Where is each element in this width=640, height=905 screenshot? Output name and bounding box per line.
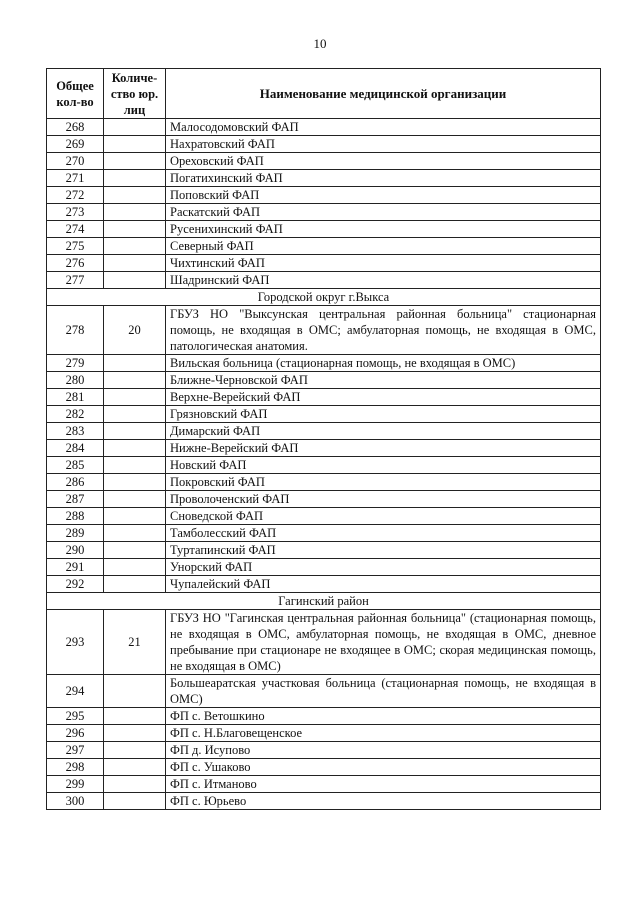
table-row xyxy=(47,675,601,708)
row-legal-entities-count xyxy=(104,675,166,708)
row-organization-name: Чихтинский ФАП xyxy=(166,255,601,272)
table-row xyxy=(47,725,601,742)
row-legal-entities-count xyxy=(104,525,166,542)
table-row xyxy=(47,389,601,406)
row-legal-entities-count xyxy=(104,474,166,491)
medical-organizations-table xyxy=(46,68,601,810)
row-organization-name: Проволоченский ФАП xyxy=(166,491,601,508)
row-legal-entities-count xyxy=(104,119,166,136)
section-header-row xyxy=(47,593,601,610)
row-number: 292 xyxy=(47,576,104,593)
row-organization-name: Ближне-Черновской ФАП xyxy=(166,372,601,389)
row-number: 297 xyxy=(47,742,104,759)
row-organization-name: Димарский ФАП xyxy=(166,423,601,440)
row-number: 269 xyxy=(47,136,104,153)
row-number: 272 xyxy=(47,187,104,204)
table-row xyxy=(47,742,601,759)
row-organization-name: Нахратовский ФАП xyxy=(166,136,601,153)
table-row xyxy=(47,440,601,457)
row-organization-name: ГБУЗ НО "Выксунская центральная районная больница" стационарная помощь, не входящая в ОМС; амбулаторная помощь, не входящая в ОМС, патологическая анатомия. xyxy=(166,306,601,355)
row-organization-name: Туртапинский ФАП xyxy=(166,542,601,559)
table-row xyxy=(47,187,601,204)
table-row xyxy=(47,306,601,355)
row-organization-name: Шадринский ФАП xyxy=(166,272,601,289)
row-number: 279 xyxy=(47,355,104,372)
page-number: 10 xyxy=(313,36,327,51)
table-row xyxy=(47,776,601,793)
row-organization-name: Вильская больница (стационарная помощь, не входящая в ОМС) xyxy=(166,355,601,372)
row-legal-entities-count xyxy=(104,272,166,289)
row-number: 270 xyxy=(47,153,104,170)
row-number: 275 xyxy=(47,238,104,255)
table-row xyxy=(47,525,601,542)
row-legal-entities-count xyxy=(104,423,166,440)
row-legal-entities-count xyxy=(104,457,166,474)
row-legal-entities-count xyxy=(104,204,166,221)
table-row xyxy=(47,204,601,221)
row-number: 294 xyxy=(47,675,104,708)
row-organization-name: ФП с. Юрьево xyxy=(166,793,601,810)
section-title: Городской округ г.Выкса xyxy=(47,289,601,306)
row-legal-entities-count xyxy=(104,759,166,776)
row-organization-name: Нижне-Верейский ФАП xyxy=(166,440,601,457)
row-legal-entities-count xyxy=(104,725,166,742)
table-header-row xyxy=(47,69,601,119)
row-organization-name: ГБУЗ НО "Гагинская центральная районная больница" (стационарная помощь, не входящая в ОМС, амбулаторная помощь, не входящая в ОМС, дневное пребывание при стационаре не входящее в ОМС; скорая медицинская помощь, не входящая в ОМС) xyxy=(166,610,601,675)
row-legal-entities-count xyxy=(104,238,166,255)
section-header-row xyxy=(47,289,601,306)
row-organization-name: Чупалейский ФАП xyxy=(166,576,601,593)
header-total-count: Общее кол-во xyxy=(47,69,104,119)
row-number: 299 xyxy=(47,776,104,793)
row-number: 290 xyxy=(47,542,104,559)
row-organization-name: ФП д. Исупово xyxy=(166,742,601,759)
table-row xyxy=(47,221,601,238)
row-legal-entities-count xyxy=(104,389,166,406)
row-number: 293 xyxy=(47,610,104,675)
row-number: 289 xyxy=(47,525,104,542)
row-number: 274 xyxy=(47,221,104,238)
row-number: 300 xyxy=(47,793,104,810)
row-legal-entities-count xyxy=(104,559,166,576)
row-number: 268 xyxy=(47,119,104,136)
row-number: 282 xyxy=(47,406,104,423)
row-organization-name: Погатихинский ФАП xyxy=(166,170,601,187)
row-legal-entities-count xyxy=(104,153,166,170)
row-organization-name: Ореховский ФАП xyxy=(166,153,601,170)
row-legal-entities-count: 21 xyxy=(104,610,166,675)
table-row xyxy=(47,170,601,187)
row-number: 295 xyxy=(47,708,104,725)
row-organization-name: Грязновский ФАП xyxy=(166,406,601,423)
row-number: 273 xyxy=(47,204,104,221)
row-number: 283 xyxy=(47,423,104,440)
table-row xyxy=(47,508,601,525)
row-legal-entities-count xyxy=(104,255,166,272)
row-number: 276 xyxy=(47,255,104,272)
row-organization-name: Унорский ФАП xyxy=(166,559,601,576)
table-row xyxy=(47,406,601,423)
row-number: 278 xyxy=(47,306,104,355)
table-row xyxy=(47,136,601,153)
table-row xyxy=(47,542,601,559)
row-legal-entities-count xyxy=(104,542,166,559)
table-row xyxy=(47,355,601,372)
table-body xyxy=(47,119,601,810)
row-legal-entities-count xyxy=(104,742,166,759)
table-row xyxy=(47,491,601,508)
row-number: 285 xyxy=(47,457,104,474)
row-legal-entities-count xyxy=(104,576,166,593)
row-number: 286 xyxy=(47,474,104,491)
table-row xyxy=(47,238,601,255)
header-organization-name: Наименование медицинской организации xyxy=(166,69,601,119)
row-organization-name: Русенихинский ФАП xyxy=(166,221,601,238)
row-organization-name: Большеаратская участковая больница (стационарная помощь, не входящая в ОМС) xyxy=(166,675,601,708)
row-number: 287 xyxy=(47,491,104,508)
row-legal-entities-count xyxy=(104,406,166,423)
row-number: 288 xyxy=(47,508,104,525)
row-number: 296 xyxy=(47,725,104,742)
row-organization-name: ФП с. Ветошкино xyxy=(166,708,601,725)
row-legal-entities-count xyxy=(104,187,166,204)
row-number: 284 xyxy=(47,440,104,457)
row-number: 281 xyxy=(47,389,104,406)
row-number: 271 xyxy=(47,170,104,187)
row-organization-name: ФП с. Итманово xyxy=(166,776,601,793)
row-number: 291 xyxy=(47,559,104,576)
row-number: 298 xyxy=(47,759,104,776)
section-title: Гагинский район xyxy=(47,593,601,610)
row-organization-name: Поповский ФАП xyxy=(166,187,601,204)
table-row xyxy=(47,119,601,136)
table-row xyxy=(47,474,601,491)
row-legal-entities-count xyxy=(104,221,166,238)
row-legal-entities-count xyxy=(104,372,166,389)
row-organization-name: Сноведской ФАП xyxy=(166,508,601,525)
table-row xyxy=(47,576,601,593)
row-legal-entities-count xyxy=(104,776,166,793)
table-row xyxy=(47,457,601,474)
row-legal-entities-count xyxy=(104,793,166,810)
row-legal-entities-count xyxy=(104,508,166,525)
row-legal-entities-count xyxy=(104,440,166,457)
table-row xyxy=(47,423,601,440)
table-row xyxy=(47,559,601,576)
row-organization-name: ФП с. Н.Благовещенское xyxy=(166,725,601,742)
table-row xyxy=(47,272,601,289)
row-legal-entities-count xyxy=(104,355,166,372)
row-legal-entities-count xyxy=(104,708,166,725)
table-row xyxy=(47,610,601,675)
table-row xyxy=(47,759,601,776)
row-organization-name: Новский ФАП xyxy=(166,457,601,474)
row-organization-name: Северный ФАП xyxy=(166,238,601,255)
table-row xyxy=(47,708,601,725)
row-organization-name: Тамболесский ФАП xyxy=(166,525,601,542)
row-legal-entities-count xyxy=(104,170,166,187)
row-legal-entities-count: 20 xyxy=(104,306,166,355)
row-organization-name: Покровский ФАП xyxy=(166,474,601,491)
row-number: 280 xyxy=(47,372,104,389)
header-legal-entities-count: Количе-ство юр. лиц xyxy=(104,69,166,119)
table-row xyxy=(47,153,601,170)
row-organization-name: Малосодомовский ФАП xyxy=(166,119,601,136)
row-organization-name: Раскатский ФАП xyxy=(166,204,601,221)
row-number: 277 xyxy=(47,272,104,289)
row-organization-name: Верхне-Верейский ФАП xyxy=(166,389,601,406)
table-row xyxy=(47,255,601,272)
row-legal-entities-count xyxy=(104,491,166,508)
table-row xyxy=(47,793,601,810)
row-legal-entities-count xyxy=(104,136,166,153)
table-row xyxy=(47,372,601,389)
row-organization-name: ФП с. Ушаково xyxy=(166,759,601,776)
